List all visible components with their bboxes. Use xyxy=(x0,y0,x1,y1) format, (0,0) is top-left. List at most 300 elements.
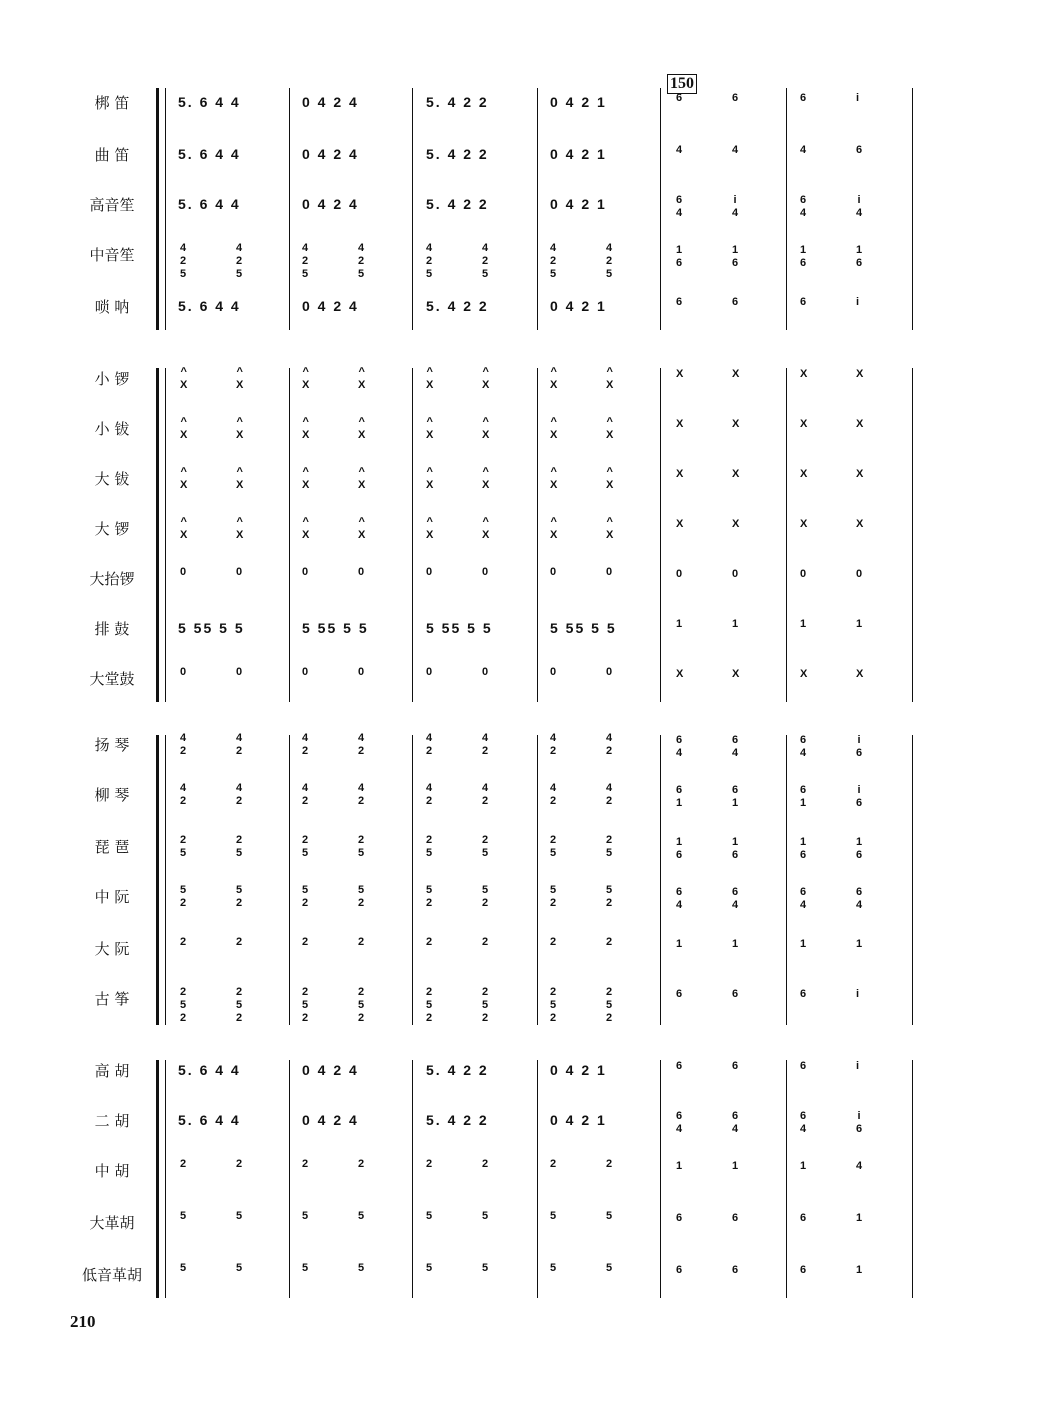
note-chord: 2 xyxy=(180,936,187,948)
note-chord: 2 5 xyxy=(606,834,613,859)
note-chord: 4 2 xyxy=(606,732,613,757)
note-chord: 1 xyxy=(856,618,863,630)
note-chord: 6 1 xyxy=(676,784,683,809)
note-chord: 6 xyxy=(800,296,807,308)
instrument-label: 唢 呐 xyxy=(94,298,130,316)
instrument-label: 中 阮 xyxy=(94,888,130,906)
note-chord: 1 6 xyxy=(732,244,739,269)
note-chord: 2 5 xyxy=(302,834,309,859)
note-chord: 0 xyxy=(800,568,807,580)
note-chord: 0 xyxy=(426,666,433,678)
note-chord: 6 xyxy=(800,92,807,104)
barline xyxy=(912,735,913,1025)
note-chord: 0 xyxy=(482,566,489,578)
measure-notes: 5. 6 4 4 xyxy=(178,146,241,162)
note-chord: 2 5 xyxy=(236,834,243,859)
note-chord: 4 2 xyxy=(302,732,309,757)
note-chord: 2 5 2 xyxy=(606,986,613,1024)
instrument-label: 中音笙 xyxy=(89,246,135,264)
barline xyxy=(289,88,290,330)
note-chord: 2 5 2 xyxy=(180,986,187,1024)
note-chord: 2 5 xyxy=(550,834,557,859)
note-chord: 5 xyxy=(180,1262,187,1274)
note-chord: ^ X xyxy=(180,516,188,541)
note-chord: ^ X xyxy=(606,416,614,441)
note-chord: 4 xyxy=(676,144,683,156)
barline xyxy=(660,88,661,330)
note-chord: 4 2 5 xyxy=(358,242,365,280)
instrument-label: 曲 笛 xyxy=(94,146,130,164)
note-chord: X xyxy=(856,668,864,680)
note-chord: 5 2 xyxy=(302,884,309,909)
note-chord: ^ X xyxy=(358,516,366,541)
note-chord: 0 xyxy=(550,666,557,678)
note-chord: 2 xyxy=(302,936,309,948)
measure-notes: 0 4 2 1 xyxy=(550,196,607,212)
note-chord: 2 xyxy=(482,936,489,948)
note-chord: 2 xyxy=(550,936,557,948)
note-chord: 1 xyxy=(676,618,683,630)
instrument-label: 大堂鼓 xyxy=(89,670,135,688)
note-chord: i 4 xyxy=(732,194,739,219)
note-chord: X xyxy=(676,518,684,530)
note-chord: i xyxy=(856,92,860,104)
note-chord: 6 4 xyxy=(732,734,739,759)
instrument-label: 大 钹 xyxy=(94,470,130,488)
measure-notes: 0 4 2 4 xyxy=(302,1112,359,1128)
barline xyxy=(786,735,787,1025)
barline xyxy=(537,368,538,702)
note-chord: 5 xyxy=(358,1262,365,1274)
note-chord: 6 1 xyxy=(732,784,739,809)
barline xyxy=(412,88,413,330)
note-chord: 4 2 xyxy=(482,782,489,807)
note-chord: 4 2 xyxy=(180,732,187,757)
measure-notes: 0 4 2 4 xyxy=(302,196,359,212)
section-bracket-plucked xyxy=(156,735,164,1025)
note-chord: ^ X xyxy=(550,516,558,541)
instrument-label: 小 锣 xyxy=(94,370,130,388)
note-chord: 1 xyxy=(732,1160,739,1172)
measure-notes: 5. 4 2 2 xyxy=(426,146,489,162)
instrument-label: 梆 笛 xyxy=(94,94,130,112)
measure-notes: 5 55 5 5 xyxy=(302,620,369,636)
note-chord: 0 xyxy=(426,566,433,578)
note-chord: 5 xyxy=(606,1210,613,1222)
note-chord: X xyxy=(676,418,684,430)
note-chord: ^ X xyxy=(302,466,310,491)
note-chord: 5 xyxy=(426,1210,433,1222)
note-chord: i 4 xyxy=(856,194,863,219)
note-chord: 4 xyxy=(856,1160,863,1172)
note-chord: X xyxy=(732,418,740,430)
note-chord: 2 5 xyxy=(180,834,187,859)
note-chord: ^ X xyxy=(606,516,614,541)
measure-notes: 0 4 2 1 xyxy=(550,94,607,110)
note-chord: i 6 xyxy=(856,784,863,809)
note-chord: 0 xyxy=(180,666,187,678)
instrument-label: 柳 琴 xyxy=(94,786,130,804)
measure-notes: 0 4 2 4 xyxy=(302,94,359,110)
note-chord: 4 2 xyxy=(236,732,243,757)
measure-notes: 0 4 2 1 xyxy=(550,298,607,314)
measure-notes: 5. 4 2 2 xyxy=(426,298,489,314)
measure-notes: 5. 4 2 2 xyxy=(426,1112,489,1128)
note-chord: 6 xyxy=(800,1264,807,1276)
note-chord: 2 5 2 xyxy=(358,986,365,1024)
note-chord: 0 xyxy=(358,566,365,578)
note-chord: 6 xyxy=(732,296,739,308)
note-chord: 2 xyxy=(426,1158,433,1170)
note-chord: 2 5 xyxy=(358,834,365,859)
note-chord: 6 4 xyxy=(732,886,739,911)
note-chord: 5 2 xyxy=(550,884,557,909)
note-chord: 0 xyxy=(550,566,557,578)
instrument-label: 低音革胡 xyxy=(81,1266,142,1284)
measure-notes: 0 4 2 4 xyxy=(302,298,359,314)
barline xyxy=(289,368,290,702)
measure-notes: 5 55 5 5 xyxy=(178,620,245,636)
note-chord: ^ X xyxy=(426,366,434,391)
note-chord: 4 2 xyxy=(358,782,365,807)
note-chord: X xyxy=(856,368,864,380)
note-chord: 4 2 5 xyxy=(426,242,433,280)
note-chord: 0 xyxy=(606,566,613,578)
note-chord: 2 xyxy=(302,1158,309,1170)
instrument-label: 中 胡 xyxy=(94,1162,130,1180)
note-chord: 6 xyxy=(676,92,683,104)
note-chord: 2 xyxy=(236,936,243,948)
note-chord: 0 xyxy=(856,568,863,580)
measure-notes: 0 4 2 1 xyxy=(550,146,607,162)
note-chord: X xyxy=(676,368,684,380)
note-chord: 6 xyxy=(800,988,807,1000)
barline xyxy=(912,368,913,702)
note-chord: X xyxy=(676,668,684,680)
note-chord: 1 xyxy=(732,618,739,630)
barline xyxy=(786,88,787,330)
note-chord: ^ X xyxy=(426,416,434,441)
rehearsal-mark: 150 xyxy=(667,74,697,94)
barline xyxy=(537,88,538,330)
instrument-label: 大革胡 xyxy=(89,1214,135,1232)
note-chord: 2 5 xyxy=(482,834,489,859)
note-chord: ^ X xyxy=(358,466,366,491)
note-chord: 6 xyxy=(676,988,683,1000)
note-chord: 6 4 xyxy=(800,734,807,759)
note-chord: X xyxy=(676,468,684,480)
note-chord: 1 xyxy=(856,1264,863,1276)
instrument-label: 大抬锣 xyxy=(89,570,135,588)
note-chord: 5 xyxy=(180,1210,187,1222)
note-chord: 6 4 xyxy=(800,886,807,911)
note-chord: 5 2 xyxy=(482,884,489,909)
note-chord: 6 4 xyxy=(800,1110,807,1135)
note-chord: X xyxy=(732,518,740,530)
note-chord: i 6 xyxy=(856,734,863,759)
note-chord: 2 5 2 xyxy=(550,986,557,1024)
note-chord: 6 xyxy=(732,1060,739,1072)
measure-notes: 5. 4 2 2 xyxy=(426,1062,489,1078)
note-chord: 6 xyxy=(856,144,863,156)
note-chord: 6 4 xyxy=(732,1110,739,1135)
note-chord: 2 5 2 xyxy=(236,986,243,1024)
measure-notes: 0 4 2 1 xyxy=(550,1062,607,1078)
note-chord: 4 2 xyxy=(482,732,489,757)
note-chord: X xyxy=(800,668,808,680)
note-chord: ^ X xyxy=(606,466,614,491)
measure-notes: 5. 6 4 4 xyxy=(178,298,241,314)
note-chord: 4 2 xyxy=(180,782,187,807)
note-chord: 2 xyxy=(180,1158,187,1170)
note-chord: 6 xyxy=(676,296,683,308)
note-chord: 5 2 xyxy=(180,884,187,909)
note-chord: X xyxy=(800,418,808,430)
note-chord: 2 xyxy=(426,936,433,948)
note-chord: X xyxy=(800,518,808,530)
note-chord: 6 xyxy=(676,1212,683,1224)
note-chord: 5 xyxy=(236,1210,243,1222)
note-chord: 1 6 xyxy=(856,244,863,269)
note-chord: ^ X xyxy=(550,366,558,391)
note-chord: 6 4 xyxy=(800,194,807,219)
note-chord: 0 xyxy=(482,666,489,678)
note-chord: ^ X xyxy=(302,416,310,441)
barline xyxy=(786,1060,787,1298)
barline xyxy=(165,735,166,1025)
note-chord: 2 5 2 xyxy=(426,986,433,1024)
instrument-label: 高 胡 xyxy=(94,1062,130,1080)
barline xyxy=(412,1060,413,1298)
note-chord: 0 xyxy=(236,666,243,678)
note-chord: ^ X xyxy=(236,466,244,491)
note-chord: X xyxy=(732,368,740,380)
measure-notes: 5 55 5 5 xyxy=(550,620,617,636)
note-chord: 6 xyxy=(800,1212,807,1224)
note-chord: 6 xyxy=(732,988,739,1000)
note-chord: 2 xyxy=(550,1158,557,1170)
note-chord: 0 xyxy=(606,666,613,678)
note-chord: 6 4 xyxy=(676,1110,683,1135)
note-chord: 1 6 xyxy=(800,244,807,269)
barline xyxy=(165,368,166,702)
barline xyxy=(165,1060,166,1298)
note-chord: 2 5 2 xyxy=(302,986,309,1024)
note-chord: ^ X xyxy=(482,366,490,391)
note-chord: 6 xyxy=(732,92,739,104)
note-chord: 1 6 xyxy=(676,244,683,269)
instrument-label: 排 鼓 xyxy=(94,620,130,638)
note-chord: ^ X xyxy=(426,516,434,541)
note-chord: 2 xyxy=(236,1158,243,1170)
barline xyxy=(912,1060,913,1298)
note-chord: 2 xyxy=(606,936,613,948)
note-chord: 5 xyxy=(302,1262,309,1274)
barline xyxy=(537,1060,538,1298)
note-chord: 1 xyxy=(800,938,807,950)
note-chord: 6 xyxy=(732,1212,739,1224)
note-chord: ^ X xyxy=(180,416,188,441)
note-chord: 4 xyxy=(732,144,739,156)
measure-notes: 5. 6 4 4 xyxy=(178,1112,241,1128)
note-chord: 4 2 xyxy=(302,782,309,807)
note-chord: ^ X xyxy=(302,366,310,391)
note-chord: 5 2 xyxy=(426,884,433,909)
note-chord: 1 xyxy=(856,1212,863,1224)
note-chord: ^ X xyxy=(358,366,366,391)
note-chord: 2 xyxy=(358,1158,365,1170)
note-chord: X xyxy=(732,668,740,680)
note-chord: 4 2 xyxy=(358,732,365,757)
note-chord: 4 2 5 xyxy=(550,242,557,280)
measure-notes: 5. 4 2 2 xyxy=(426,94,489,110)
note-chord: 2 xyxy=(482,1158,489,1170)
instrument-label: 古 筝 xyxy=(94,990,130,1008)
note-chord: i 6 xyxy=(856,1110,863,1135)
measure-notes: 0 4 2 1 xyxy=(550,1112,607,1128)
note-chord: 6 xyxy=(676,1060,683,1072)
note-chord: ^ X xyxy=(180,366,188,391)
note-chord: 6 xyxy=(676,1264,683,1276)
note-chord: 2 xyxy=(358,936,365,948)
note-chord: 4 2 5 xyxy=(236,242,243,280)
note-chord: i xyxy=(856,1060,860,1072)
note-chord: 0 xyxy=(732,568,739,580)
note-chord: 1 6 xyxy=(732,836,739,861)
note-chord: 6 1 xyxy=(800,784,807,809)
note-chord: 5 xyxy=(236,1262,243,1274)
barline xyxy=(412,368,413,702)
note-chord: 5 xyxy=(482,1210,489,1222)
note-chord: 5 2 xyxy=(236,884,243,909)
note-chord: 1 6 xyxy=(676,836,683,861)
note-chord: 4 2 xyxy=(550,782,557,807)
note-chord: 2 5 xyxy=(426,834,433,859)
barline xyxy=(660,1060,661,1298)
note-chord: ^ X xyxy=(606,366,614,391)
barline xyxy=(537,735,538,1025)
note-chord: ^ X xyxy=(180,466,188,491)
note-chord: 5 2 xyxy=(358,884,365,909)
note-chord: 1 6 xyxy=(856,836,863,861)
note-chord: ^ X xyxy=(358,416,366,441)
note-chord: 4 2 xyxy=(236,782,243,807)
note-chord: 2 5 2 xyxy=(482,986,489,1024)
note-chord: 4 2 5 xyxy=(302,242,309,280)
note-chord: 1 xyxy=(856,938,863,950)
note-chord: 4 2 xyxy=(606,782,613,807)
instrument-label: 高音笙 xyxy=(89,196,135,214)
note-chord: ^ X xyxy=(550,416,558,441)
note-chord: 6 xyxy=(800,1060,807,1072)
barline xyxy=(289,1060,290,1298)
note-chord: 1 xyxy=(800,618,807,630)
note-chord: ^ X xyxy=(482,416,490,441)
note-chord: 5 xyxy=(302,1210,309,1222)
note-chord: 0 xyxy=(180,566,187,578)
note-chord: ^ X xyxy=(236,366,244,391)
note-chord: i xyxy=(856,988,860,1000)
note-chord: 5 xyxy=(358,1210,365,1222)
note-chord: ^ X xyxy=(550,466,558,491)
instrument-label: 小 钹 xyxy=(94,420,130,438)
note-chord: 6 4 xyxy=(676,194,683,219)
note-chord: 5 xyxy=(550,1210,557,1222)
note-chord: 0 xyxy=(302,666,309,678)
note-chord: 5 xyxy=(606,1262,613,1274)
note-chord: 5 xyxy=(426,1262,433,1274)
note-chord: X xyxy=(732,468,740,480)
note-chord: 4 xyxy=(800,144,807,156)
barline xyxy=(786,368,787,702)
note-chord: i xyxy=(856,296,860,308)
measure-notes: 5. 4 2 2 xyxy=(426,196,489,212)
note-chord: 6 xyxy=(732,1264,739,1276)
note-chord: 5 2 xyxy=(606,884,613,909)
note-chord: 1 xyxy=(800,1160,807,1172)
instrument-label: 琵 琶 xyxy=(94,838,130,856)
note-chord: ^ X xyxy=(482,466,490,491)
measure-notes: 5. 6 4 4 xyxy=(178,196,241,212)
note-chord: ^ X xyxy=(302,516,310,541)
note-chord: 4 2 5 xyxy=(482,242,489,280)
note-chord: X xyxy=(800,368,808,380)
barline xyxy=(660,735,661,1025)
measure-notes: 5 55 5 5 xyxy=(426,620,493,636)
note-chord: 1 xyxy=(676,938,683,950)
note-chord: 0 xyxy=(358,666,365,678)
note-chord: ^ X xyxy=(426,466,434,491)
barline xyxy=(412,735,413,1025)
note-chord: 4 2 xyxy=(550,732,557,757)
note-chord: 6 4 xyxy=(856,886,863,911)
note-chord: 1 6 xyxy=(800,836,807,861)
note-chord: X xyxy=(856,518,864,530)
note-chord: 5 xyxy=(482,1262,489,1274)
note-chord: 4 2 xyxy=(426,782,433,807)
instrument-label: 大 锣 xyxy=(94,520,130,538)
note-chord: X xyxy=(856,418,864,430)
instrument-label: 二 胡 xyxy=(94,1112,130,1130)
note-chord: X xyxy=(856,468,864,480)
note-chord: 2 xyxy=(606,1158,613,1170)
page-number: 210 xyxy=(70,1312,96,1331)
note-chord: 0 xyxy=(236,566,243,578)
barline xyxy=(912,88,913,330)
measure-notes: 5. 6 4 4 xyxy=(178,1062,241,1078)
note-chord: ^ X xyxy=(236,516,244,541)
note-chord: 4 2 5 xyxy=(180,242,187,280)
note-chord: X xyxy=(800,468,808,480)
note-chord: 6 4 xyxy=(676,886,683,911)
note-chord: 0 xyxy=(676,568,683,580)
note-chord: ^ X xyxy=(236,416,244,441)
note-chord: ^ X xyxy=(482,516,490,541)
note-chord: 5 xyxy=(550,1262,557,1274)
note-chord: 4 2 xyxy=(426,732,433,757)
note-chord: 4 2 5 xyxy=(606,242,613,280)
measure-notes: 0 4 2 4 xyxy=(302,1062,359,1078)
barline xyxy=(660,368,661,702)
note-chord: 0 xyxy=(302,566,309,578)
instrument-label: 扬 琴 xyxy=(94,736,130,754)
barline xyxy=(289,735,290,1025)
note-chord: 1 xyxy=(732,938,739,950)
note-chord: 6 4 xyxy=(676,734,683,759)
instrument-label: 大 阮 xyxy=(94,940,130,958)
note-chord: 1 xyxy=(676,1160,683,1172)
measure-notes: 0 4 2 4 xyxy=(302,146,359,162)
